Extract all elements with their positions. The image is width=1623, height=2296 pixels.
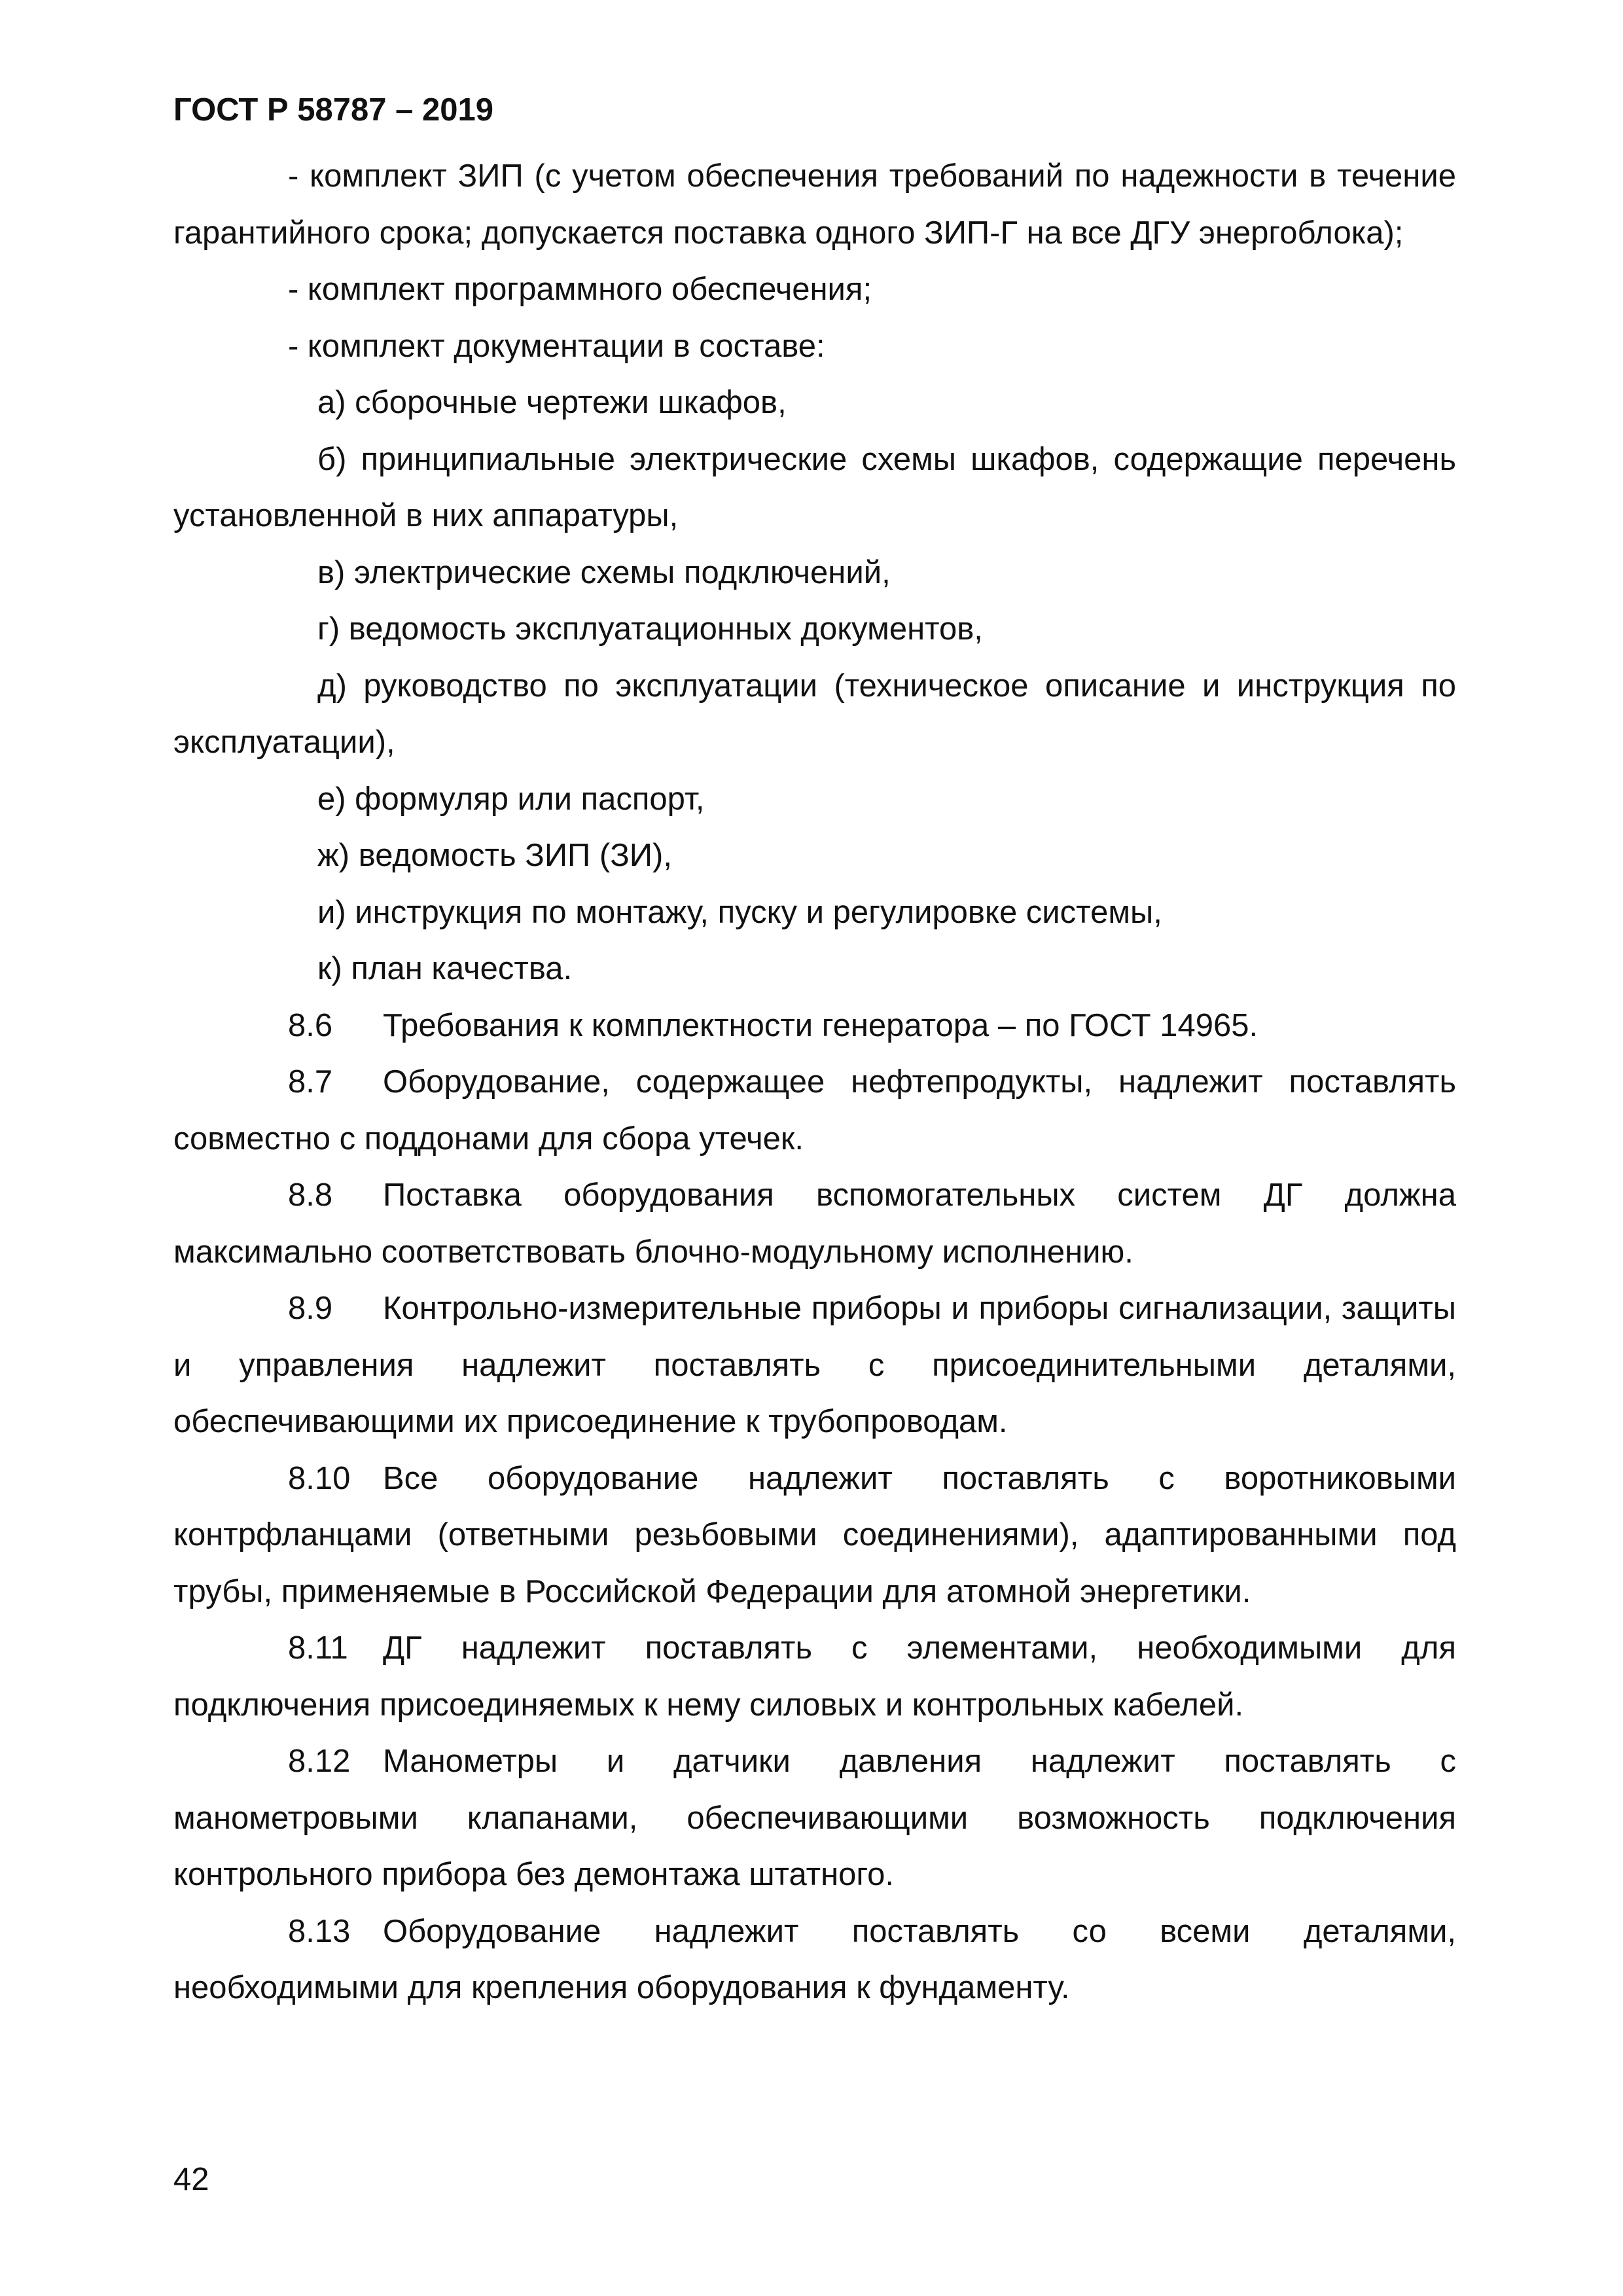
clause-number: 8.12: [288, 1744, 351, 1779]
clause-8-11: [173, 1620, 1456, 1733]
list-item-documentation: - комплект документации в составе:: [288, 328, 825, 364]
clause-text: Манометры и датчики давления надлежит поставлять с манометровыми клапанами, обеспечивающими возможность подключения контрольного прибора без демонтажа штатного.: [173, 1744, 1456, 1892]
clause-8-6: [173, 997, 1456, 1054]
clause-number: 8.9: [288, 1291, 333, 1326]
doc-item-g: г) ведомость эксплуатационных документов,: [317, 611, 983, 647]
clause-text: Контрольно-измерительные приборы и приборы сигнализации, защиты и управления надлежит поставлять с присоединительными деталями, обеспечивающими их присоединение к трубопроводам.: [173, 1291, 1456, 1439]
clause-8-8: [173, 1167, 1456, 1280]
clause-8-7: [173, 1054, 1456, 1167]
page-number: 42: [173, 2162, 209, 2197]
clause-8-9: [173, 1280, 1456, 1450]
clause-number: 8.11: [288, 1630, 348, 1666]
doc-item-d: д) руководство по эксплуатации (техническое описание и инструкция по эксплуатации),: [173, 668, 1456, 760]
doc-item-b: б) принципиальные электрические схемы шкафов, содержащие перечень установленной в них аппаратуры,: [173, 441, 1456, 533]
clause-text: Требования к комплектности генератора – по ГОСТ 14965.: [383, 1007, 1258, 1043]
list-item-software: - комплект программного обеспечения;: [288, 272, 872, 307]
clause-text: Оборудование, содержащее нефтепродукты, надлежит поставлять совместно с поддонами для сбора утечек.: [173, 1064, 1456, 1157]
clause-8-12: [173, 1733, 1456, 1903]
doc-item-v: в) электрические схемы подключений,: [317, 554, 891, 590]
document-header-title: ГОСТ Р 58787 – 2019: [173, 92, 493, 128]
clause-text: Оборудование надлежит поставлять со всеми деталями, необходимыми для крепления оборудования к фундаменту.: [173, 1913, 1456, 2005]
clause-number: 8.7: [288, 1064, 333, 1100]
clause-text: Поставка оборудования вспомогательных систем ДГ должна максимально соответствовать блочно-модульному исполнению.: [173, 1177, 1456, 1270]
clause-number: 8.10: [288, 1460, 351, 1496]
document-body: [173, 148, 1456, 2017]
doc-item-i: и) инструкция по монтажу, пуску и регулировке системы,: [317, 894, 1162, 930]
doc-item-zh: ж) ведомость ЗИП (ЗИ),: [317, 838, 672, 873]
clause-number: 8.8: [288, 1177, 333, 1213]
clause-8-13: [173, 1903, 1456, 2017]
doc-item-a: а) сборочные чертежи шкафов,: [317, 385, 787, 420]
clause-text: Все оборудование надлежит поставлять с воротниковыми контрфланцами (ответными резьбовыми соединениями), адаптированными под трубы, применяемые в Российской Федерации для атомной энергетики.: [173, 1460, 1456, 1609]
list-item-zip: - комплект ЗИП (с учетом обеспечения требований по надежности в течение гарантийного срока; допускается поставка одного ЗИП-Г на все ДГУ энергоблока);: [173, 158, 1456, 251]
clause-8-10: [173, 1450, 1456, 1621]
doc-item-k: к) план качества.: [317, 951, 573, 986]
clause-number: 8.13: [288, 1913, 351, 1949]
clause-text: ДГ надлежит поставлять с элементами, необходимыми для подключения присоединяемых к нему силовых и контрольных кабелей.: [173, 1630, 1456, 1723]
doc-item-e: е) формуляр или паспорт,: [317, 781, 705, 817]
clause-number: 8.6: [288, 1007, 333, 1043]
